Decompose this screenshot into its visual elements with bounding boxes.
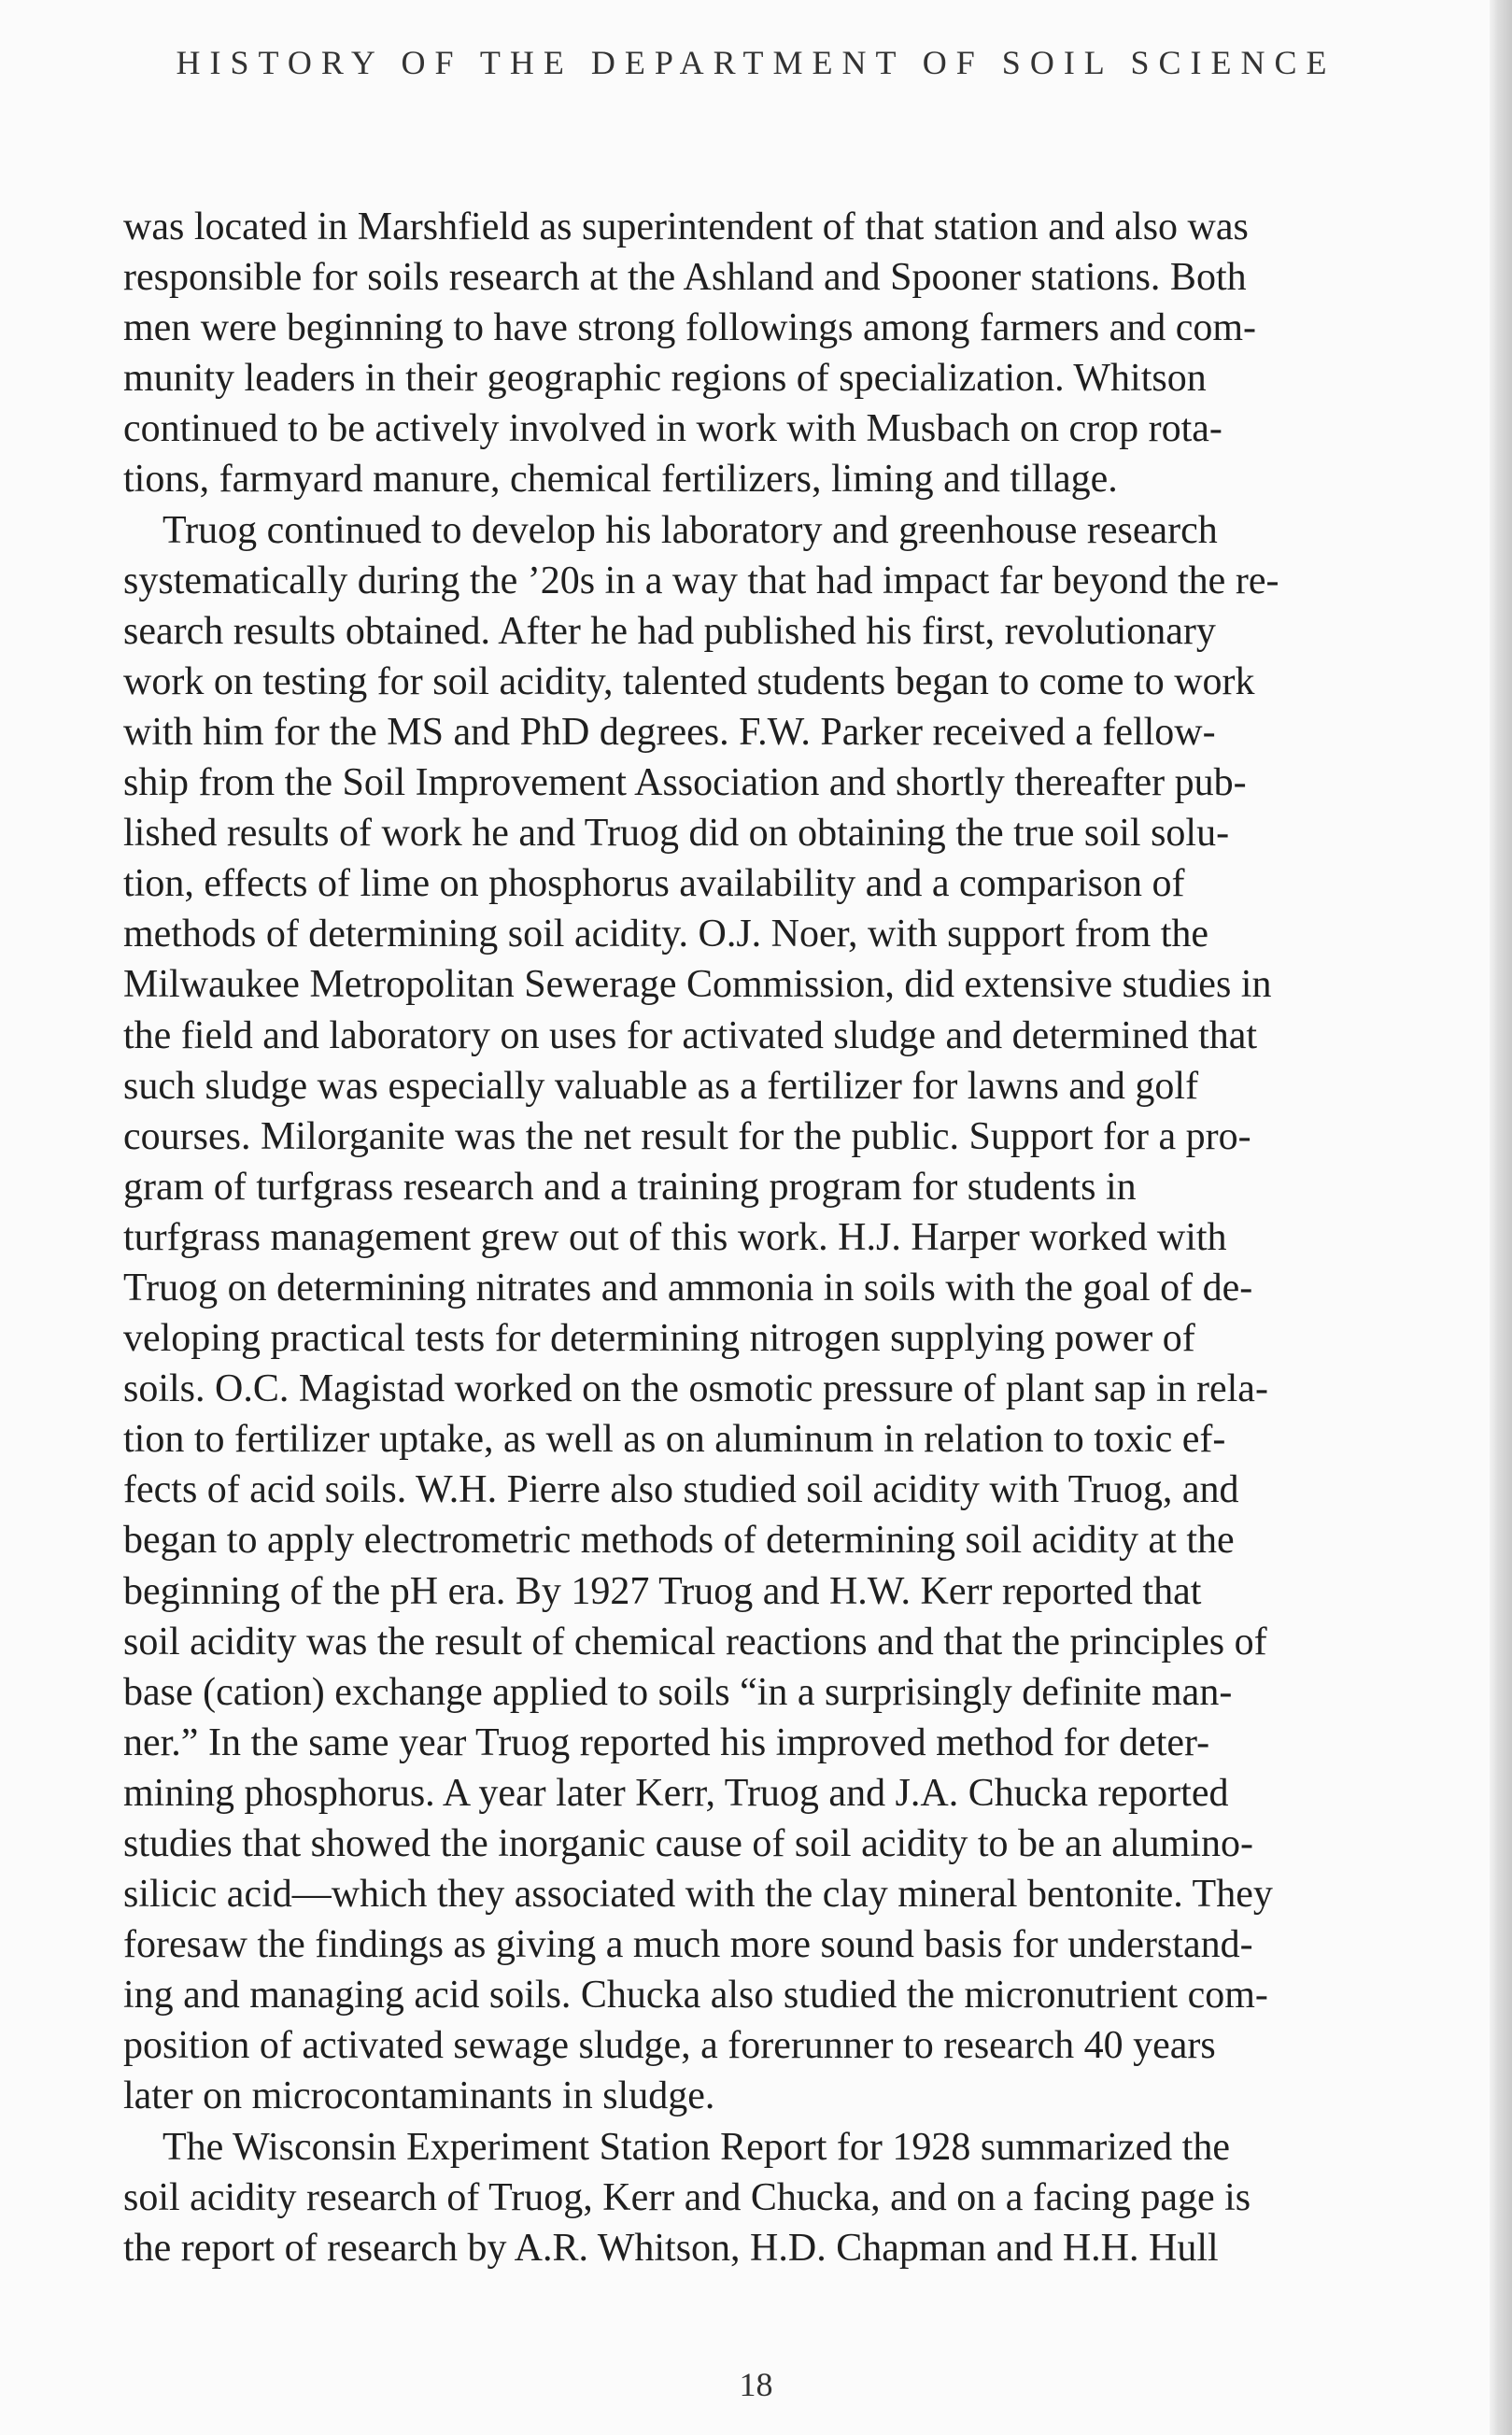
text-line: search results obtained. After he had published his first, revolutionary xyxy=(123,609,1216,653)
text-line: systematically during the ’20s in a way that had impact far beyond the re- xyxy=(123,559,1279,602)
text-line: position of activated sewage sludge, a forerunner to research 40 years xyxy=(123,2024,1216,2068)
running-head: HISTORY OF THE DEPARTMENT OF SOIL SCIENCE xyxy=(176,44,1336,81)
text-line: continued to be actively involved in work with Musbach on crop rota- xyxy=(123,407,1222,451)
text-line: gram of turfgrass research and a training program for students in xyxy=(123,1165,1137,1209)
text-line: the report of research by A.R. Whitson, H.D. Chapman and H.H. Hull xyxy=(123,2226,1219,2270)
text-line: methods of determining soil acidity. O.J. Noer, with support from the xyxy=(123,913,1209,956)
text-line: foresaw the findings as giving a much more sound basis for understand- xyxy=(123,1923,1253,1967)
body-text xyxy=(123,202,1384,2273)
text-line: soil acidity research of Truog, Kerr and Chucka, and on a facing page is xyxy=(123,2175,1251,2219)
text-line: later on microcontaminants in sludge. xyxy=(123,2074,715,2118)
text-line: silicic acid—which they associated with the clay mineral bentonite. They xyxy=(123,1873,1273,1917)
text-line: work on testing for soil acidity, talented students began to come to work xyxy=(123,659,1255,703)
text-line: ship from the Soil Improvement Association and shortly thereafter pub- xyxy=(123,761,1247,805)
text-line: fects of acid soils. W.H. Pierre also studied soil acidity with Truog, and xyxy=(123,1468,1239,1512)
text-line: courses. Milorganite was the net result for the public. Support for a pro- xyxy=(123,1114,1251,1158)
page-number: 18 xyxy=(739,2366,773,2403)
text-line: was located in Marshfield as superintendent of that station and also was xyxy=(123,205,1249,248)
text-line: with him for the MS and PhD degrees. F.W. Parker received a fellow- xyxy=(123,710,1216,754)
text-line: ner.” In the same year Truog reported his improved method for deter- xyxy=(123,1720,1210,1764)
text-line: veloping practical tests for determining nitrogen supplying power of xyxy=(123,1317,1195,1361)
text-line: Truog continued to develop his laboratory and greenhouse research xyxy=(123,508,1218,552)
page-edge-shadow xyxy=(1490,0,1512,2435)
text-line: Truog on determining nitrates and ammonia in soils with the goal of de- xyxy=(123,1266,1253,1310)
text-line: ing and managing acid soils. Chucka also studied the micronutrient com- xyxy=(123,1974,1268,2017)
text-line: soil acidity was the result of chemical reactions and that the principles of xyxy=(123,1620,1267,1663)
text-line: mining phosphorus. A year later Kerr, Truog and J.A. Chucka reported xyxy=(123,1771,1229,1815)
text-line: responsible for soils research at the Ashland and Spooner stations. Both xyxy=(123,256,1247,300)
text-line: base (cation) exchange applied to soils “in a surprisingly definite man- xyxy=(123,1670,1233,1714)
text-line: tions, farmyard manure, chemical fertilizers, liming and tillage. xyxy=(123,458,1118,502)
text-line: tion, effects of lime on phosphorus availability and a comparison of xyxy=(123,862,1185,906)
text-line: the field and laboratory on uses for activated sludge and determined that xyxy=(123,1013,1258,1057)
text-line: men were beginning to have strong followings among farmers and com- xyxy=(123,306,1257,350)
text-line: munity leaders in their geographic regions of specialization. Whitson xyxy=(123,357,1207,401)
text-line: tion to fertilizer uptake, as well as on aluminum in relation to toxic ef- xyxy=(123,1418,1226,1462)
text-line: Milwaukee Metropolitan Sewerage Commission, did extensive studies in xyxy=(123,963,1272,1007)
text-line: lished results of work he and Truog did on obtaining the true soil solu- xyxy=(123,812,1230,856)
text-line: studies that showed the inorganic cause of soil acidity to be an alumino- xyxy=(123,1822,1253,1865)
text-line: began to apply electrometric methods of determining soil acidity at the xyxy=(123,1519,1235,1563)
text-line: The Wisconsin Experiment Station Report for 1928 summarized the xyxy=(123,2125,1230,2169)
text-line: turfgrass management grew out of this work. H.J. Harper worked with xyxy=(123,1215,1227,1259)
text-line: beginning of the pH era. By 1927 Truog and H.W. Kerr reported that xyxy=(123,1569,1202,1613)
text-line: soils. O.C. Magistad worked on the osmotic pressure of plant sap in rela- xyxy=(123,1367,1268,1411)
text-line: such sludge was especially valuable as a fertilizer for lawns and golf xyxy=(123,1064,1199,1108)
